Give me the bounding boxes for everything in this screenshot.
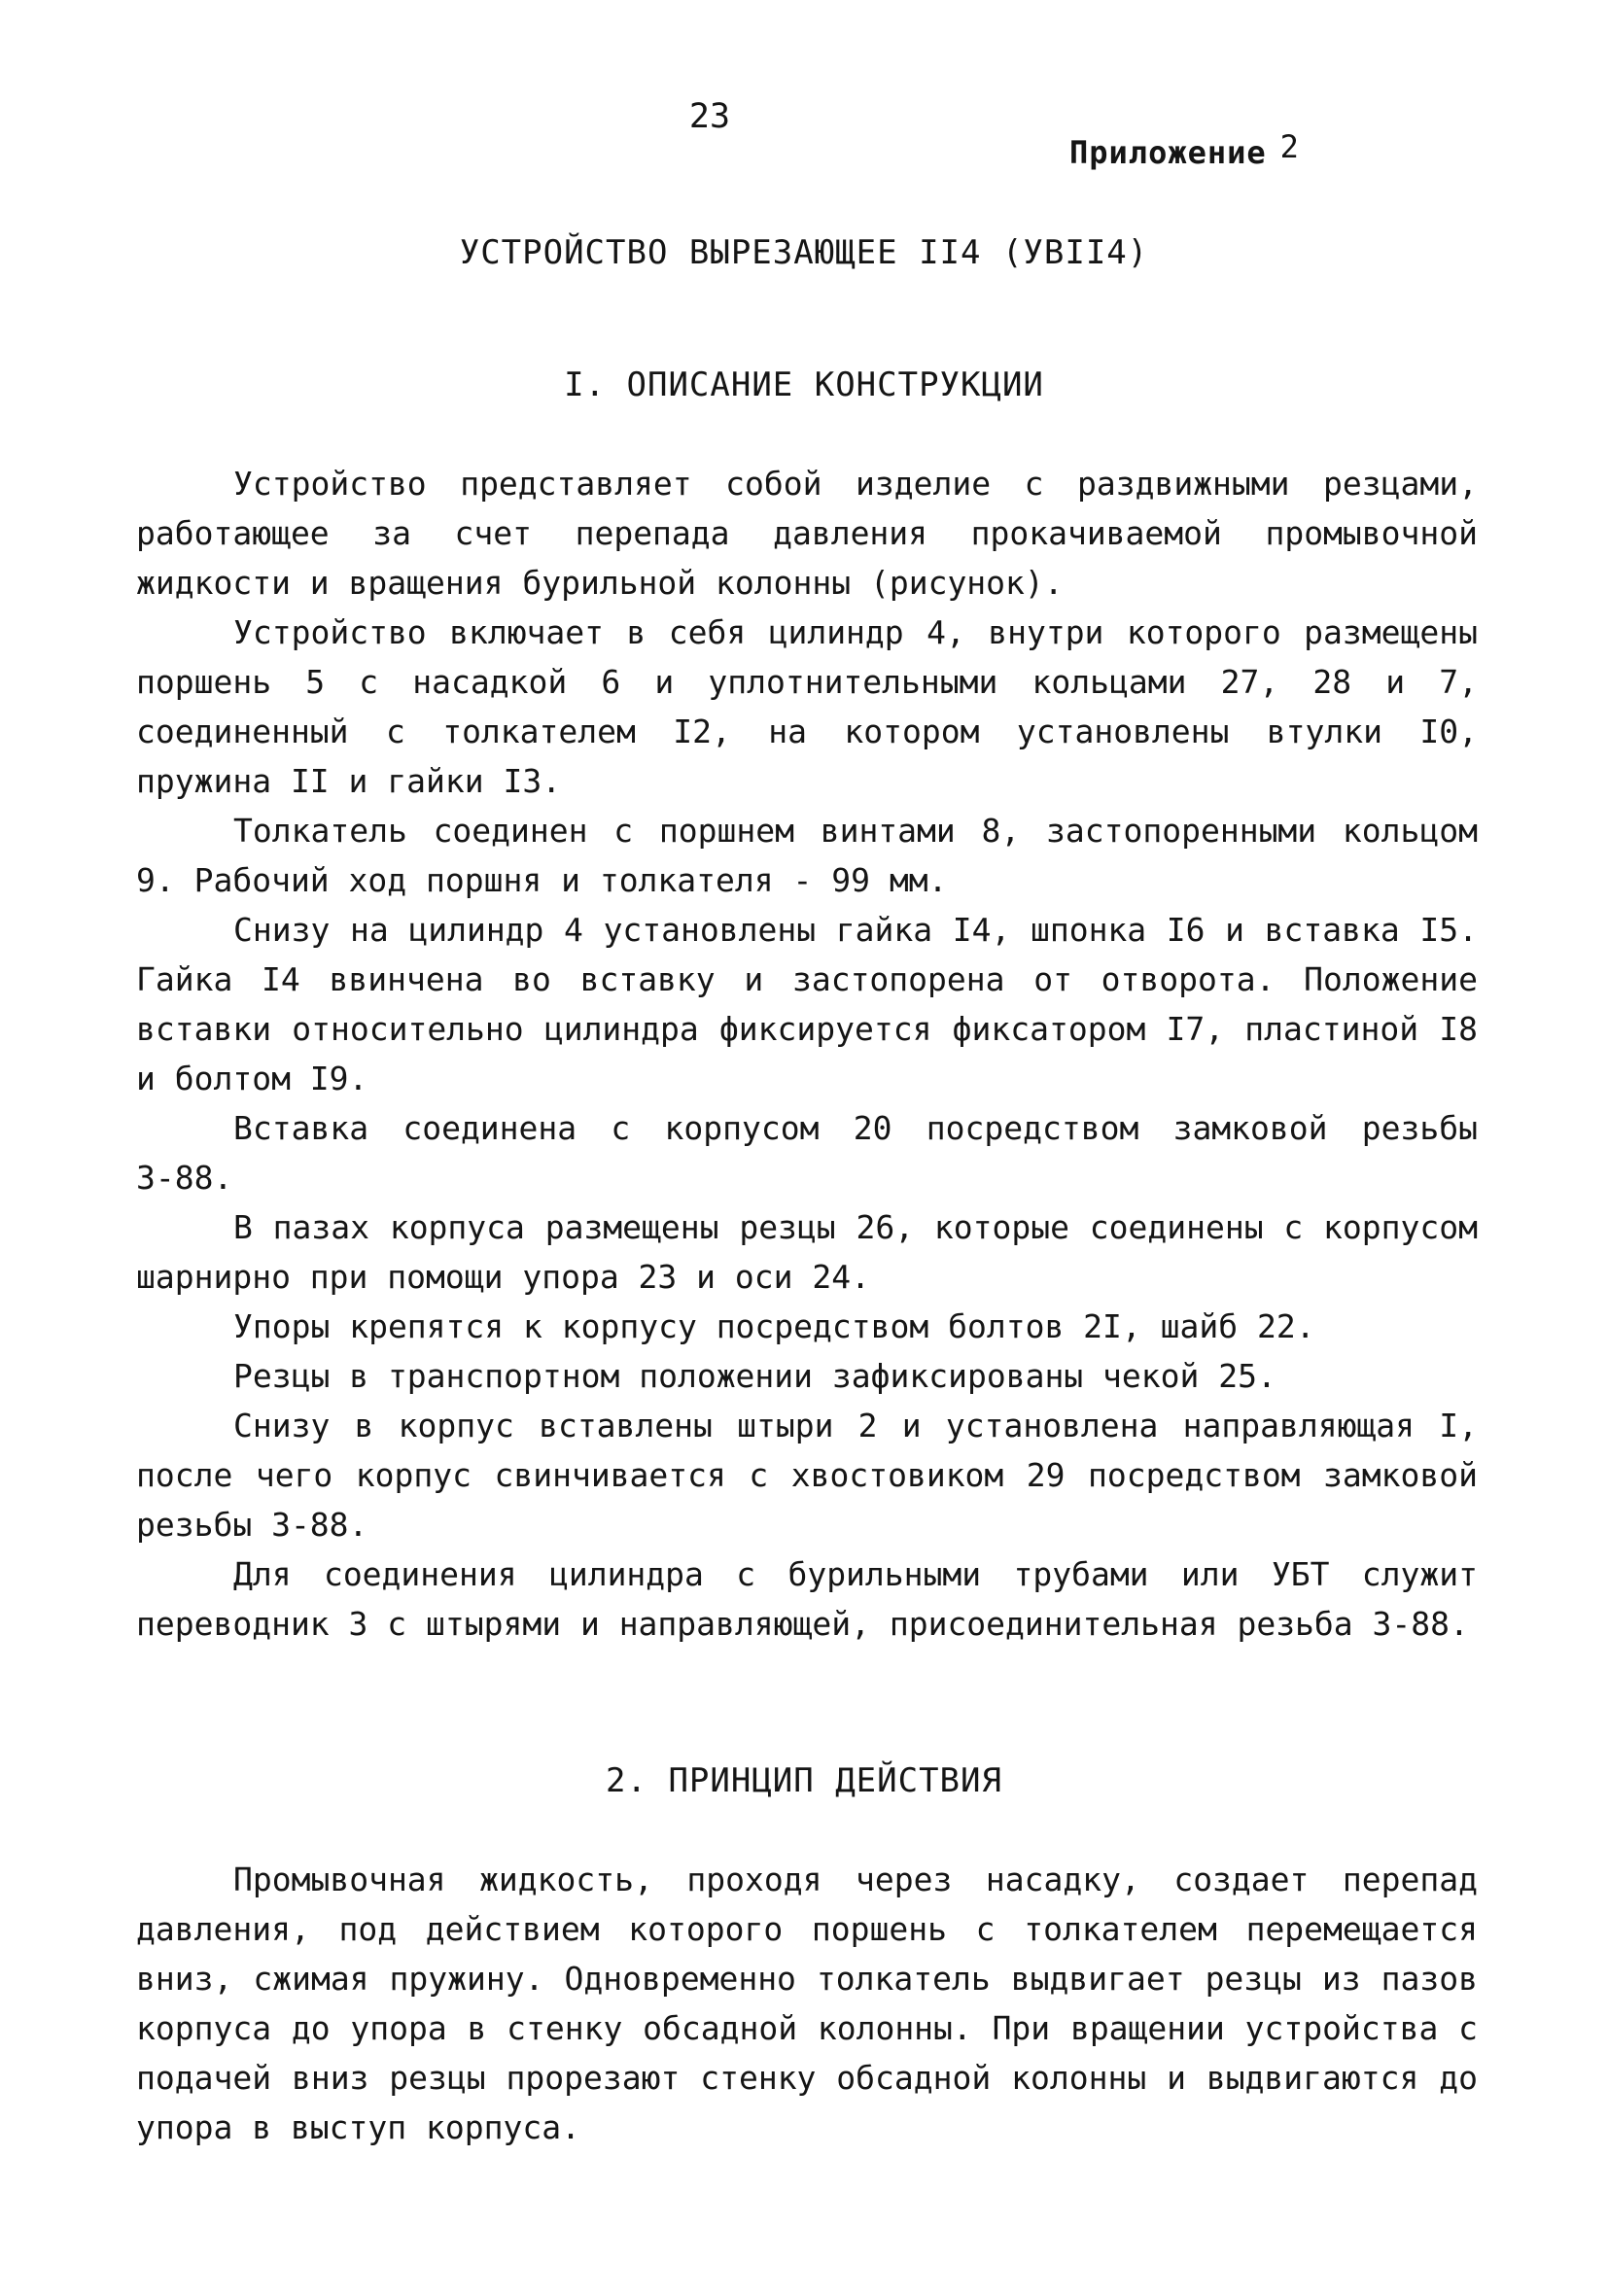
section-heading-construction: I. ОПИСАНИЕ КОНСТРУКЦИИ (564, 365, 1044, 404)
paragraph: Толкатель соединен с поршнем винтами 8, застопоренными кольцом 9. Рабочий ход поршня и толкателя - 99 мм. (136, 812, 1478, 899)
paragraph: В пазах корпуса размещены резцы 26, которые соединены с корпусом шарнирно при помощи упора 23 и оси 24. (136, 1208, 1478, 1296)
paragraph: Устройство представляет собой изделие с раздвижными резцами, работающее за счет перепада давления прокачиваемой промывочной жидкости и вращения бурильной колонны (рисунок). (136, 465, 1478, 602)
paragraph: Вставка соединена с корпусом 20 посредством замковой резьбы З-88. (136, 1109, 1478, 1197)
appendix-word: Приложение (1069, 134, 1267, 171)
section-body-principle (136, 1855, 1478, 2152)
paragraph: Резцы в транспортном положении зафиксированы чекой 25. (233, 1357, 1276, 1395)
paragraph: Промывочная жидкость, проходя через насадку, создает перепад давления, под действием которого поршень с толкателем перемещается вниз, сжимая пружину. Одновременно толкатель выдвигает резцы из пазов корпуса до упора в стенку обсадной колонны. При вращении устройства с подачей вниз резцы прорезают стенку обсадной колонны и выдвигаются до упора в выступ корпуса. (136, 1861, 1478, 2146)
paragraph: Для соединения цилиндра с бурильными трубами или УБТ служит переводник 3 с штырями и направляющей, присоединительная резьба З-88. (136, 1555, 1478, 1643)
page-number: 23 (688, 97, 731, 136)
appendix-number: 2 (1279, 128, 1300, 165)
appendix-label (1069, 128, 1300, 171)
paragraph: Снизу на цилиндр 4 установлены гайка I4, шпонка I6 и вставка I5. Гайка I4 ввинчена во вставку и застопорена от отворота. Положение вставки относительно цилиндра фиксируется фиксатором I7, пластиной I8 и болтом I9. (136, 911, 1478, 1097)
section-body-construction (136, 459, 1478, 1649)
paragraph: Снизу в корпус вставлены штыри 2 и установлена направляющая I, после чего корпус свинчивается с хвостовиком 29 посредством замковой резьбы З-88. (136, 1407, 1478, 1544)
document-title: УСТРОЙСТВО ВЫРЕЗАЮЩЕЕ II4 (УВII4) (459, 233, 1149, 272)
paragraph: Устройство включает в себя цилиндр 4, внутри которого размещены поршень 5 с насадкой 6 и уплотнительными кольцами 27, 28 и 7, соединенный с толкателем I2, на котором установлены втулки I0, пружина II и гайки I3. (136, 613, 1478, 800)
paragraph: Упоры крепятся к корпусу посредством болтов 2I, шайб 22. (233, 1307, 1315, 1345)
section-heading-principle: 2. ПРИНЦИП ДЕЙСТВИЯ (606, 1761, 1002, 1800)
